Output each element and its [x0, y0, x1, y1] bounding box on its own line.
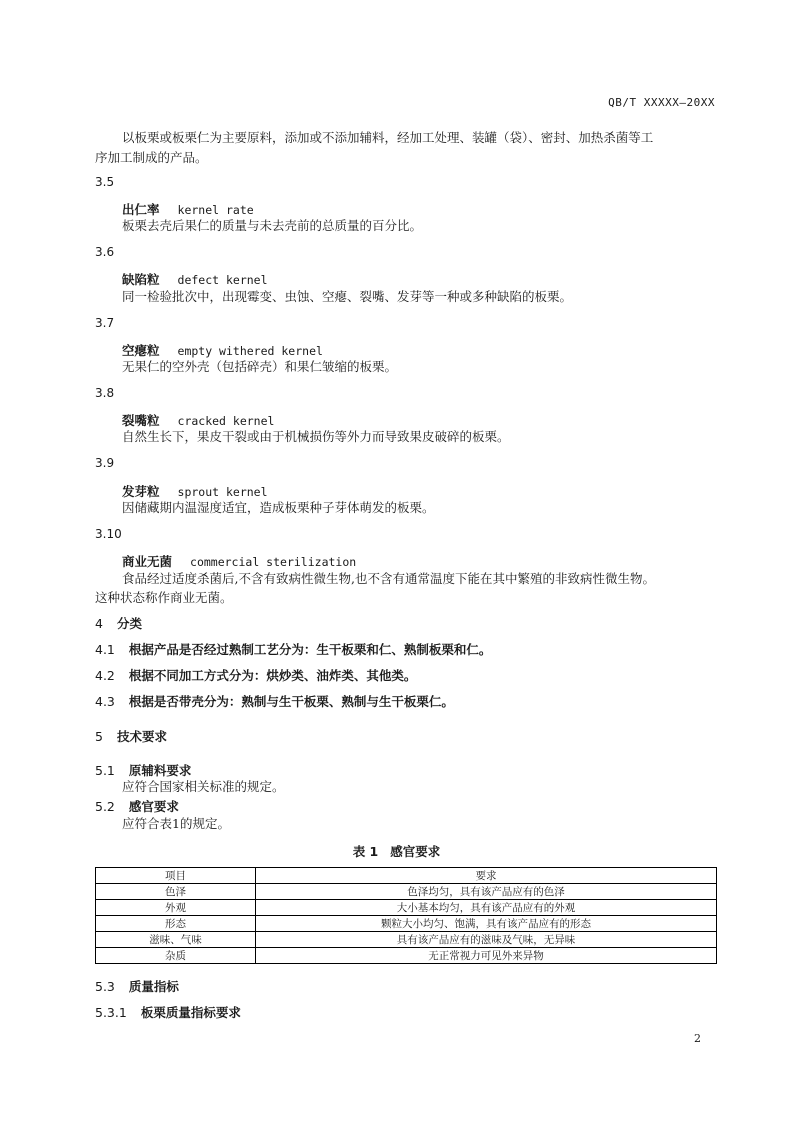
table-cell: 杂质: [96, 948, 256, 964]
clause-heading: [95, 692, 454, 710]
clause-text: 应符合国家相关标准的规定。: [122, 779, 285, 794]
sensory-requirements-table: [95, 867, 717, 964]
term-en: defect kernel: [177, 273, 268, 287]
term-number: 3.8: [95, 386, 115, 400]
clause-text: 根据产品是否经过熟制工艺分为：生干板栗和仁、熟制板栗和仁。: [128, 642, 492, 657]
clause-heading: [95, 977, 179, 995]
clause-number: 4.3: [95, 694, 115, 709]
term-definition: 因储藏期内温湿度适宜，造成板栗种子芽体萌发的板栗。: [122, 500, 435, 515]
table-number: 表 1: [352, 844, 379, 859]
table-row: [96, 884, 717, 900]
clause-heading: [95, 1003, 241, 1021]
section-title: 分类: [116, 616, 142, 631]
term-number: 3.10: [95, 527, 122, 541]
table-row: [96, 932, 717, 948]
section-title: 技术要求: [116, 729, 167, 744]
clause-heading: [95, 640, 491, 658]
clause-title: 板栗质量指标要求: [140, 1005, 241, 1020]
clause-title: 原辅料要求: [128, 763, 192, 778]
table-caption: [0, 842, 793, 860]
term-en: cracked kernel: [177, 414, 275, 428]
term-title: [122, 270, 268, 288]
table-cell: 大小基本均匀，具有该产品应有的外观: [256, 900, 717, 916]
term-number: 3.7: [95, 316, 115, 330]
table-cell: 颗粒大小均匀、饱满，具有该产品应有的形态: [256, 916, 717, 932]
term-definition: 自然生长下，果皮干裂或由于机械损伤等外力而导致果皮破碎的板栗。: [122, 429, 510, 444]
intro-line-2: 序加工制成的产品。: [95, 150, 208, 165]
standard-code: QB/T XXXXX—20XX: [608, 96, 715, 109]
clause-text: 根据是否带壳分为：熟制与生干板栗、熟制与生干板栗仁。: [128, 694, 454, 709]
table-cell: 色泽均匀，具有该产品应有的色泽: [256, 884, 717, 900]
term-cn: 出仁率: [122, 202, 160, 217]
clause-number: 5.3.1: [95, 1005, 127, 1020]
section-heading: [95, 614, 142, 632]
clause-heading: [95, 666, 416, 684]
table-cell: 外观: [96, 900, 256, 916]
table-row: [96, 916, 717, 932]
term-title: [122, 552, 356, 570]
table-row: [96, 948, 717, 964]
section-number: 5: [95, 729, 103, 744]
term-definition: 板栗去壳后果仁的质量与未去壳前的总质量的百分比。: [122, 218, 423, 233]
table-cell: 色泽: [96, 884, 256, 900]
term-definition: 同一检验批次中，出现霉变、虫蚀、空瘪、裂嘴、发芽等一种或多种缺陷的板栗。: [122, 289, 573, 304]
term-cn: 商业无菌: [122, 554, 173, 569]
term-en: empty withered kernel: [177, 344, 323, 358]
term-cn: 空瘪粒: [122, 343, 160, 358]
table-header-cell: 项目: [96, 868, 256, 884]
clause-heading: [95, 797, 179, 815]
term-en: commercial sterilization: [190, 555, 357, 569]
section-heading: [95, 727, 167, 745]
page-number: 2: [694, 1032, 701, 1045]
clause-title: 感官要求: [128, 799, 179, 814]
term-number: 3.5: [95, 175, 115, 189]
term-definition-line-2: 这种状态称作商业无菌。: [95, 590, 233, 605]
term-definition: 无果仁的空外壳（包括碎壳）和果仁皱缩的板栗。: [122, 359, 398, 374]
term-cn: 发芽粒: [122, 484, 160, 499]
term-number: 3.9: [95, 456, 115, 470]
clause-title: 质量指标: [128, 979, 179, 994]
section-number: 4: [95, 616, 103, 631]
term-en: kernel rate: [177, 203, 254, 217]
term-number: 3.6: [95, 245, 115, 259]
clause-number: 4.2: [95, 668, 115, 683]
term-cn: 裂嘴粒: [122, 413, 160, 428]
table-cell: 滋味、气味: [96, 932, 256, 948]
table-cell: 无正常视力可见外来异物: [256, 948, 717, 964]
term-cn: 缺陷粒: [122, 272, 160, 287]
term-definition-line-1: 食品经过适度杀菌后,不含有致病性微生物,也不含有通常温度下能在其中繁殖的非致病性微生物。: [122, 571, 655, 586]
table-title: 感官要求: [390, 844, 441, 859]
clause-text: 根据不同加工方式分为：烘炒类、油炸类、其他类。: [128, 668, 417, 683]
term-en: sprout kernel: [177, 485, 268, 499]
clause-number: 5.3: [95, 979, 115, 994]
table-cell: 形态: [96, 916, 256, 932]
clause-number: 4.1: [95, 642, 115, 657]
clause-number: 5.1: [95, 763, 115, 778]
table-row: [96, 900, 717, 916]
table-header-cell: 要求: [256, 868, 717, 884]
intro-line-1: 以板栗或板栗仁为主要原料，添加或不添加辅料，经加工处理、装罐（袋）、密封、加热杀菌等工: [122, 130, 654, 145]
table-header-row: [96, 868, 717, 884]
clause-text: 应符合表1的规定。: [122, 816, 230, 831]
clause-number: 5.2: [95, 799, 115, 814]
table-cell: 具有该产品应有的滋味及气味，无异味: [256, 932, 717, 948]
